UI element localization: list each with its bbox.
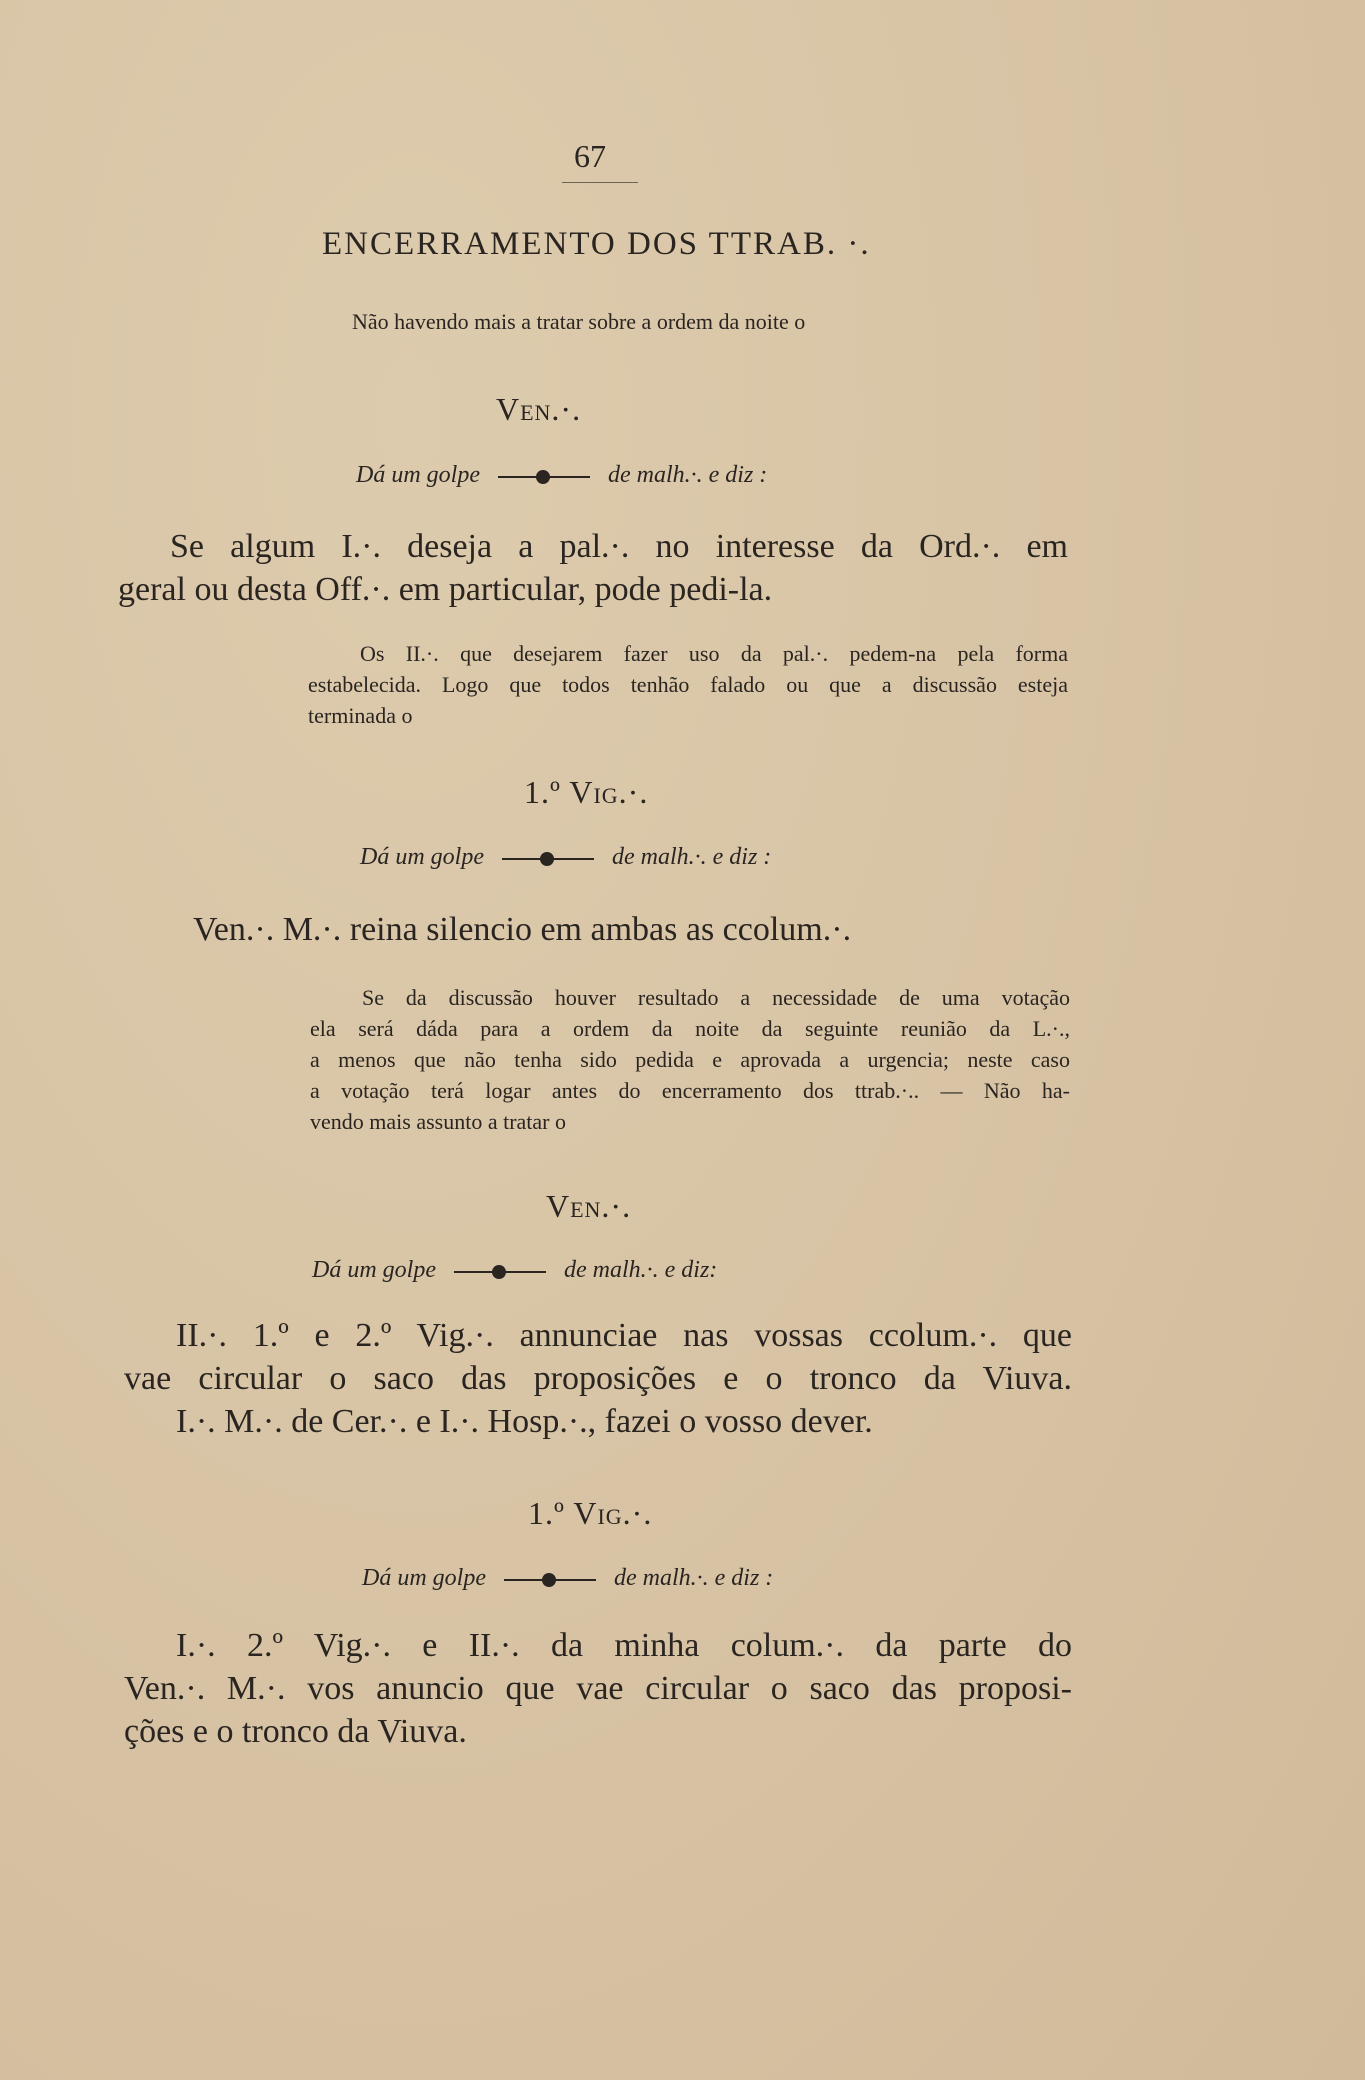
note-line: Os II.·. que desejarem fazer uso da pal.·. pedem-na pela forma <box>360 641 1068 666</box>
speaker-ven-2: Ven.·. <box>546 1188 632 1224</box>
stage-direction-after: de malh.·. e diz : <box>613 1565 774 1591</box>
speaker-ven-1: Ven.·. <box>496 391 582 427</box>
note-line: ela será dáda para a ordem da noite da seguinte reunião da L.·., <box>310 1016 1070 1041</box>
speech-1 <box>118 525 1068 611</box>
stage-direction-4 <box>362 1565 773 1592</box>
gavel-strike-icon <box>498 469 590 483</box>
stage-direction-after: de malh.·. e diz: <box>563 1257 718 1283</box>
note-line: estabelecida. Logo que todos tenhão falado ou que a discussão esteja <box>308 672 1068 697</box>
speech-line: Se algum I.·. deseja a pal.·. no interesse da Ord.·. em <box>170 528 1068 565</box>
stage-direction-1 <box>356 462 767 489</box>
speaker-vig-2: 1.º Vig.·. <box>528 1495 653 1531</box>
speaker-vig-1: 1.º Vig.·. <box>524 774 649 810</box>
speech-2: Ven.·. M.·. reina silencio em ambas as ccolum.·. <box>193 911 852 948</box>
note-line: vendo mais assunto a tratar o <box>310 1109 566 1134</box>
speech-line: geral ou desta Off.·. em particular, pode pedi-la. <box>118 571 773 608</box>
note-line: a votação terá logar antes do encerramento dos ttrab.·.. — Não ha- <box>310 1078 1070 1103</box>
speech-line: vae circular o saco das proposições e o tronco da Viuva. <box>124 1360 1072 1397</box>
section-title: ENCERRAMENTO DOS TTRAB. ·. <box>322 226 871 262</box>
page-number: 67 <box>574 138 606 174</box>
gavel-strike-icon <box>504 1572 596 1586</box>
page-number-rule <box>562 182 638 183</box>
note-2 <box>310 982 1070 1137</box>
speech-line: I.·. M.·. de Cer.·. e I.·. Hosp.·., fazei o vosso dever. <box>176 1403 873 1440</box>
note-1 <box>308 638 1068 731</box>
stage-direction-before: Dá um golpe <box>312 1257 436 1283</box>
stage-direction-after: de malh.·. e diz : <box>611 844 772 870</box>
speech-line: II.·. 1.º e 2.º Vig.·. annunciae nas vossas ccolum.·. que <box>176 1317 1072 1354</box>
stage-direction-2 <box>360 844 771 871</box>
speech-line: ções e o tronco da Viuva. <box>124 1713 467 1750</box>
note-line: terminada o <box>308 703 413 728</box>
speech-4 <box>124 1624 1072 1753</box>
stage-direction-before: Dá um golpe <box>362 1565 486 1591</box>
intro-text: Não havendo mais a tratar sobre a ordem da noite o <box>352 309 806 334</box>
stage-direction-before: Dá um golpe <box>356 462 480 488</box>
note-line: a menos que não tenha sido pedida e aprovada a urgencia; neste caso <box>310 1047 1070 1072</box>
speech-3 <box>124 1314 1072 1443</box>
note-line: Se da discussão houver resultado a necessidade de uma votação <box>362 985 1070 1010</box>
gavel-strike-icon <box>502 851 594 865</box>
gavel-strike-icon <box>454 1264 546 1278</box>
speech-line: I.·. 2.º Vig.·. e II.·. da minha colum.·. da parte do <box>176 1627 1072 1664</box>
stage-direction-before: Dá um golpe <box>360 844 484 870</box>
speech-line: Ven.·. M.·. vos anuncio que vae circular o saco das proposi- <box>124 1670 1072 1707</box>
stage-direction-after: de malh.·. e diz : <box>607 462 768 488</box>
stage-direction-3 <box>312 1257 717 1284</box>
